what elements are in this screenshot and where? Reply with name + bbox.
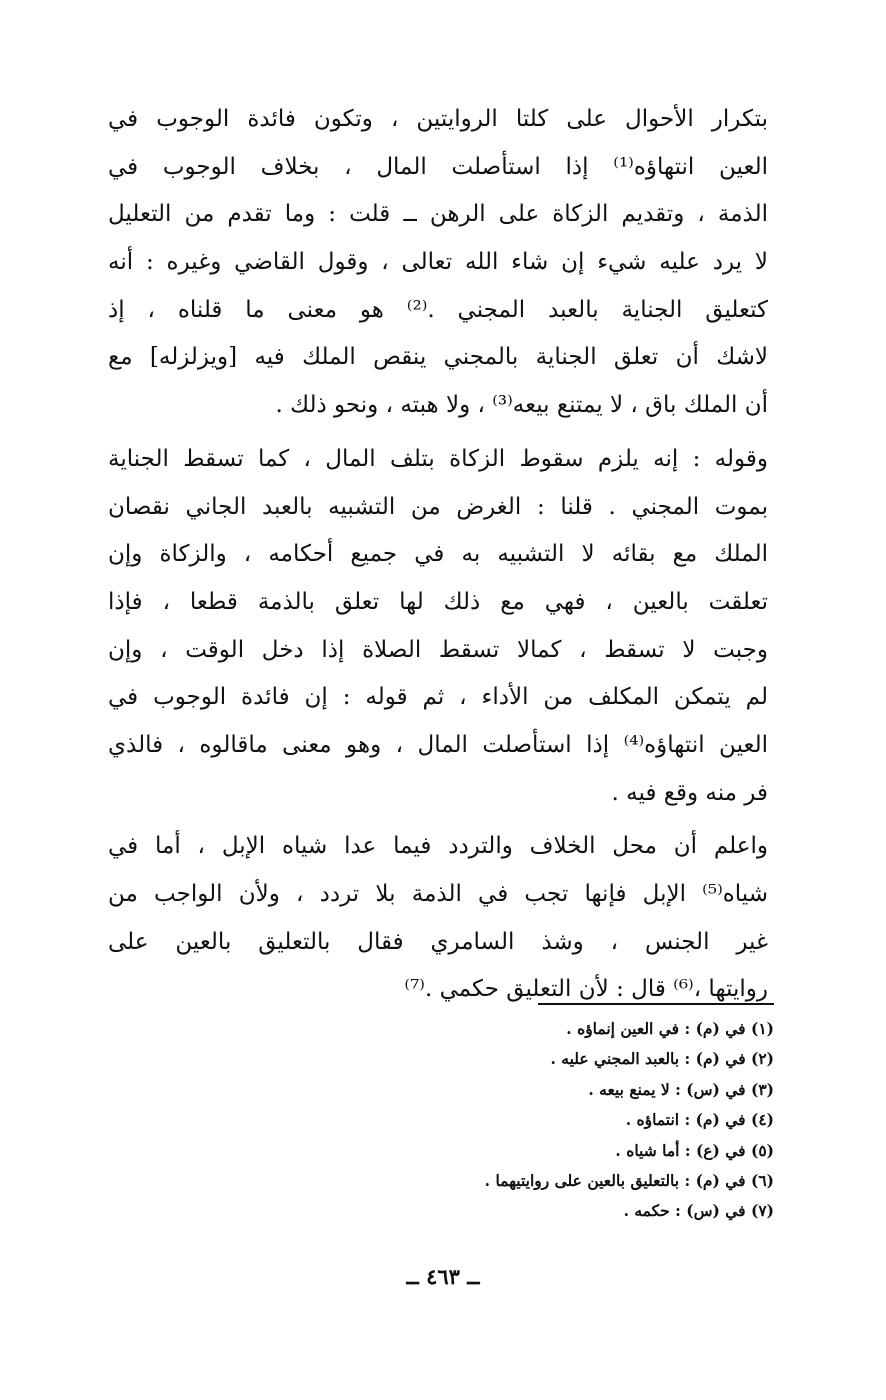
text-line: شياه⁽⁵⁾ الإبل فإنها تجب في الذمة بلا تردد ، ولأن الواجب من: [108, 881, 768, 907]
footnote: (٦) في (م) : بالتعليق بالعين على روايتيهما .: [484, 1170, 774, 1190]
page-number: ــ ٤٦٣ ــ: [406, 1264, 480, 1289]
footnote-divider: [538, 1003, 774, 1005]
text-line: أن الملك باق ، لا يمتنع بيعه⁽³⁾ ، ولا هبته ، ونحو ذلك .: [275, 392, 768, 419]
text-line: لم يتمكن المكلف من الأداء ، ثم قوله : إن فائدة الوجوب في: [108, 684, 768, 711]
text-line: لاشك أن تعلق الجناية بالمجني ينقص الملك فيه [ويزلزله] مع: [108, 344, 768, 371]
text-line: واعلم أن محل الخلاف والتردد فيما عدا شياه الإبل ، أما في: [108, 833, 768, 860]
text-line: بموت المجني . قلنا : الغرض من التشبيه بالعبد الجاني نقصان: [108, 493, 768, 520]
text-line: وجبت لا تسقط ، كمالا تسقط الصلاة إذا دخل الوقت ، وإن: [108, 636, 768, 663]
text-line: العين انتهاؤه⁽⁴⁾ إذا استأصلت المال ، وهو معنى ماقالوه ، فالذي: [108, 731, 768, 758]
footnote: (٣) في (س) : لا يمنع بيعه .: [588, 1079, 774, 1099]
footnotes: [354, 1014, 774, 1227]
footnote: (٢) في (م) : بالعبد المجني عليه .: [550, 1049, 774, 1069]
text-line: الذمة ، وتقديم الزكاة على الرهن ــ قلت : وما تقدم من التعليل: [108, 201, 768, 228]
footnote: (٧) في (س) : حكمه .: [623, 1201, 774, 1221]
footnote: (٤) في (م) : انتماؤه .: [625, 1110, 774, 1130]
text-line: روايتها ،⁽⁶⁾ قال : لأن التعليق حكمي .⁽⁷⁾: [404, 976, 768, 1003]
text-line: غير الجنس ، وشذ السامري فقال بالتعليق بالعين على: [108, 928, 768, 955]
footnote: (٥) في (ع) : أما شياه .: [615, 1140, 774, 1160]
text-line: لا يرد عليه شيء إن شاء الله تعالى ، وقول القاضي وغيره : أنه: [108, 249, 768, 276]
text-line: فر منه وقع فيه .: [611, 779, 768, 806]
text-line: كتعليق الجناية بالعبد المجني .⁽²⁾ هو معنى ما قلناه ، إذ: [108, 296, 769, 323]
text-line: تعلقت بالعين ، فهي مع ذلك لها تعلق بالذمة قطعا ، فإذا: [108, 588, 768, 615]
text-line: وقوله : إنه يلزم سقوط الزكاة بتلف المال ، كما تسقط الجناية: [108, 445, 768, 472]
footnote: (١) في (م) : في العين إنماؤه .: [566, 1019, 774, 1038]
main-text: [108, 96, 768, 1014]
text-line: بتكرار الأحوال على كلتا الروايتين ، وتكون فائدة الوجوب في: [108, 106, 768, 132]
text-line: الملك مع بقائه لا التشبيه به في جميع أحكامه ، والزكاة وإن: [108, 541, 768, 568]
text-line: العين انتهاؤه⁽¹⁾ إذا استأصلت المال ، بخلاف الوجوب في: [108, 153, 768, 180]
